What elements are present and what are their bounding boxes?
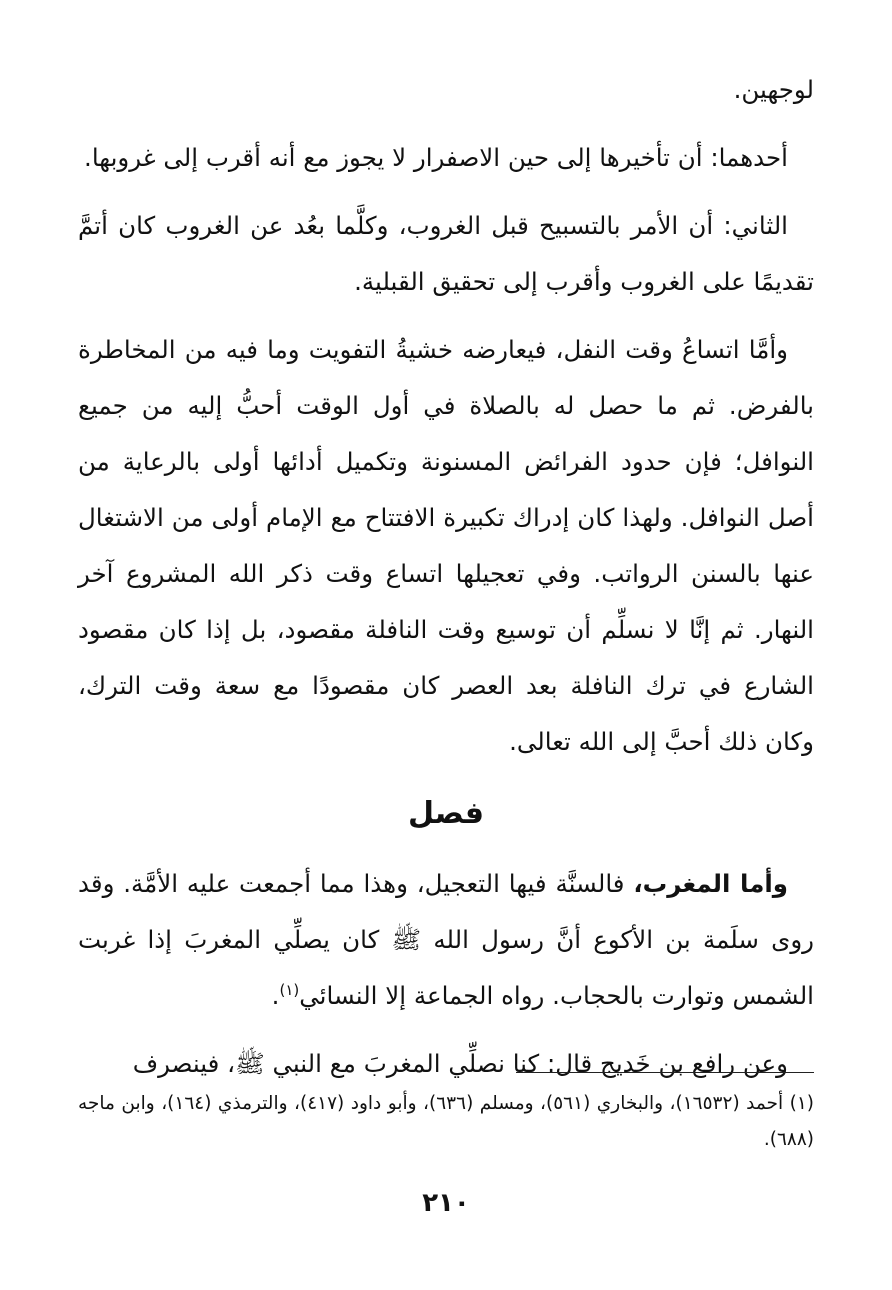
paragraph-nafl-time: وأمَّا اتساعُ وقت النفل، فيعارضه خشيةُ التفويت وما فيه من المخاطرة بالفرض. ثم ما حصل له بالصلاة في أول الوقت أحبُّ إليه من جميع النوافل؛ فإن حدود الفرائض المسنونة وتكميل أدائها أولى بالرعاية من أصل النوافل. ولهذا كان إدراك تكبيرة الافتتاح مع الإمام أولى من الاشتغال عنها بالسنن الرواتب. وفي تعجيلها اتساع وقت ذكر الله المشروع آخر النهار. ثم إنَّا لا نسلِّم أن توسيع وقت النافلة مقصود، بل إذا كان مقصود الشارع في ترك النافلة بعد العصر كان مقصودًا مع سعة وقت الترك، وكان ذلك أحبَّ إلى الله تعالى. <box>78 335 814 756</box>
section-title: فصل <box>408 796 484 831</box>
footnote-divider <box>516 1072 814 1073</box>
paragraph-first-reason: أحدهما: أن تأخيرها إلى حين الاصفرار لا يجوز مع أنه أقرب إلى غروبها. <box>84 143 788 172</box>
footnote-reference[interactable]: (١) <box>279 980 300 999</box>
paragraph-lead-phrase: وأما المغرب، <box>633 869 788 898</box>
footnotes <box>78 1086 814 1158</box>
page-number: ٢١٠ <box>422 1188 470 1218</box>
paragraph-intro: لوجهين. <box>733 75 814 104</box>
paragraph-second-reason: الثاني: أن الأمر بالتسبيح قبل الغروب، وكلَّما بعُد عن الغروب كان أتمَّ تقديمًا على الغروب وأقرب إلى تحقيق القبلية. <box>78 211 814 296</box>
paragraph-maghrib-end: . <box>271 981 280 1010</box>
paragraph-maghrib <box>78 856 814 1024</box>
main-text <box>78 62 814 1092</box>
footnote-item: (١) أحمد (١٦٥٣٢)، والبخاري (٥٦١)، ومسلم (٦٣٦)، وأبو داود (٤١٧)، والترمذي (١٦٤)، وابن ماجه (٦٨٨). <box>78 1093 815 1150</box>
paragraph-maghrib-text: فالسنَّة فيها التعجيل، وهذا مما أجمعت عليه الأمَّة. وقد روى سلَمة بن الأكوع أنَّ رسول الله ﷺ كان يصلِّي المغربَ إذا غربت الشمس وتوارت بالحجاب. رواه الجماعة إلا النسائي <box>78 869 814 1010</box>
paragraph-rafi: وعن رافع بن خَديج قال: كنا نصلِّي المغربَ مع النبي ﷺ، فينصرف <box>132 1049 788 1078</box>
